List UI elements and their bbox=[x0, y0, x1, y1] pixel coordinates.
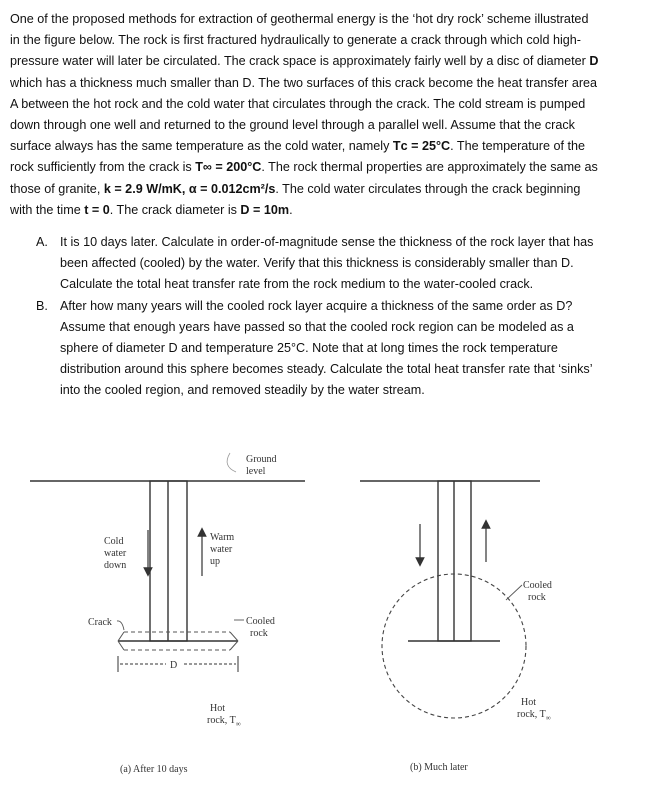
hot-dry-rock-figure bbox=[0, 430, 665, 794]
question-a bbox=[36, 232, 650, 296]
text-line: down through one well and returned to the ground level through a parallel well. Assume that the crack bbox=[10, 118, 575, 133]
hot-rock-label: Hot bbox=[521, 697, 536, 708]
cold-water-label: down bbox=[104, 560, 127, 571]
leader-line bbox=[506, 585, 522, 600]
cooled-rock-label: Cooled bbox=[246, 616, 275, 627]
warm-water-label: up bbox=[210, 556, 220, 567]
warm-water-label: water bbox=[210, 544, 233, 555]
diameter-label: D bbox=[170, 660, 178, 671]
text-line: rock sufficiently from the crack is T∞ = 200°C. The rock thermal properties are approximately the same as bbox=[10, 160, 598, 175]
text-line: with the time t = 0. The crack diameter is D = 10m. bbox=[10, 202, 293, 217]
ground-level-label: level bbox=[246, 466, 266, 477]
text-line: Assume that enough years have passed so that the cooled rock region can be modeled as a bbox=[60, 319, 574, 334]
hot-rock-label: Hot bbox=[210, 703, 225, 714]
crack-edge bbox=[230, 641, 238, 650]
text-line: sphere of diameter D and temperature 25°C. Note that at long times the rock temperature bbox=[60, 341, 558, 356]
cold-water-label: Cold bbox=[104, 536, 124, 547]
cold-water-label: water bbox=[104, 548, 127, 559]
ground-level-label: Ground bbox=[246, 454, 277, 465]
hot-rock-label: rock, $T_\infty$ bbox=[207, 715, 241, 728]
cooled-rock-label: Cooled bbox=[523, 580, 552, 591]
warm-water-label: Warm bbox=[210, 532, 235, 543]
text-line: pressure water will later be circulated. The crack space is approximately fairly well by a disc of diameter D bbox=[10, 54, 599, 69]
question-marker: A. bbox=[36, 235, 48, 249]
crack-edge bbox=[118, 632, 124, 641]
leader-line bbox=[117, 621, 124, 630]
text-line: Calculate the total heat transfer rate from the rock medium to the water-cooled crack. bbox=[60, 277, 534, 292]
text-line: It is 10 days later. Calculate in order-of-magnitude sense the thickness of the rock layer that has bbox=[60, 235, 594, 249]
text-line: which has a thickness much smaller than D. The two surfaces of this crack become the heat transfer area bbox=[10, 75, 598, 90]
diagram-much-later bbox=[360, 481, 552, 773]
text-line: been affected (cooled) by the water. Verify that this thickness is considerably smaller than D. bbox=[60, 256, 574, 271]
leader-line bbox=[227, 453, 236, 472]
text-line: One of the proposed methods for extraction of geothermal energy is the ‘hot dry rock’ scheme illustrated bbox=[10, 12, 589, 26]
problem-statement bbox=[10, 9, 650, 221]
crack-edge bbox=[230, 632, 238, 641]
question-marker: B. bbox=[36, 298, 48, 313]
question-list bbox=[36, 232, 650, 402]
text-line: A between the hot rock and the cold water that circulates through the crack. The cold stream is pumped bbox=[10, 96, 586, 111]
crack-edge bbox=[118, 641, 124, 650]
question-b bbox=[36, 296, 650, 402]
text-line: After how many years will the cooled rock layer acquire a thickness of the same order as D? bbox=[60, 298, 573, 313]
text-line: surface always has the same temperature as the cold water, namely Tᴄ = 25°C. The temperature of the bbox=[10, 139, 585, 154]
figure-caption: (a) After 10 days bbox=[120, 764, 188, 775]
hot-rock-label: rock, $T_\infty$ bbox=[517, 709, 551, 722]
figure-caption: (b) Much later bbox=[410, 762, 468, 773]
cooled-rock-label: rock bbox=[528, 592, 546, 603]
diagram-after-10-days bbox=[30, 453, 305, 775]
text-line: in the figure below. The rock is first fractured hydraulically to generate a crack through which cold high- bbox=[10, 33, 581, 48]
text-line: distribution around this sphere becomes steady. Calculate the total heat transfer rate that ‘sinks’ bbox=[60, 362, 593, 377]
cooled-rock-label: rock bbox=[250, 628, 268, 639]
crack-label: Crack bbox=[88, 617, 112, 628]
text-line: those of granite, k = 2.9 W/mK, α = 0.012cm²/s. The cold water circulates through the crack beginning bbox=[10, 181, 581, 196]
text-line: into the cooled region, and removed steadily by the water stream. bbox=[60, 383, 425, 398]
